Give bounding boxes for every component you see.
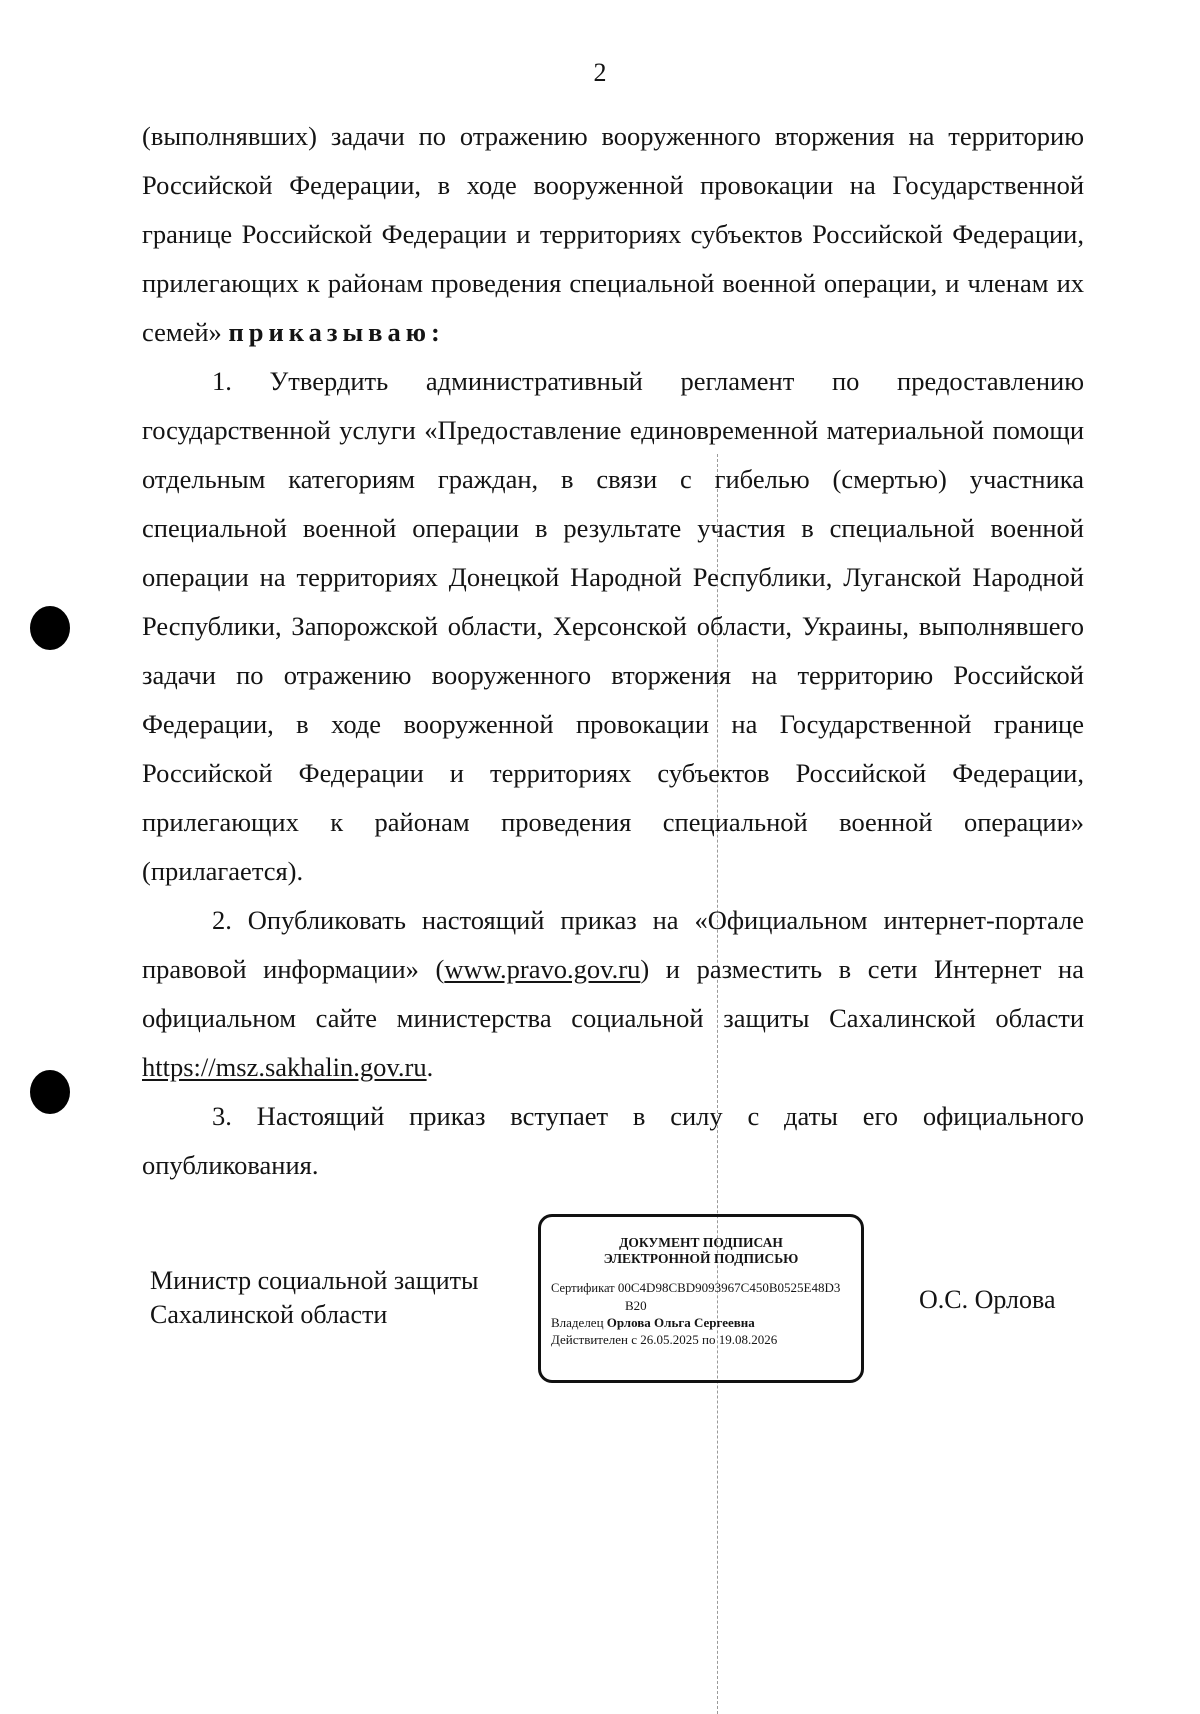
stamp-cert-value: 00C4D98CBD9093967C450B0525E48D3 [617,1280,841,1295]
pravo-link[interactable]: www.pravo.gov.ru [444,954,641,984]
item2-text-b: ) и разместить в сети Интернет на официальном сайте министерства социальной защиты Сахалинской области [142,954,1085,1033]
item2-text-c: . [426,1052,434,1082]
position-line-1: Министр социальной защиты [150,1266,479,1295]
document-body [142,112,1084,1190]
item2-text-a: 2. Опубликовать настоящий приказ на «Официальном интернет-портале правовой информации» ( [142,905,1084,984]
stamp-owner-value: Орлова Ольга Сергеевна [606,1315,755,1330]
stamp-cert-value-cont: B20 [625,1298,647,1313]
signatory-name: О.С. Орлова [919,1285,1056,1314]
intro-paragraph [142,112,1084,357]
stamp-title-line-2: ЭЛЕКТРОННОЙ ПОДПИСЬЮ [603,1251,799,1266]
position-line-2: Сахалинской области [150,1300,388,1329]
stamp-certificate [551,1279,851,1297]
punch-hole-mark [30,1070,70,1114]
order-keyword: приказываю: [228,317,445,347]
signatory-position [150,1264,478,1332]
punch-hole-mark [30,606,70,650]
order-item-1: 1. Утвердить административный регламент по предоставлению государственной услуги «Предоставление единовременной материальной помощи отдельным категориям граждан, в связи с гибелью (смертью) участника специальной военной операции в результате участия в специальной военной операции на территориях Донецкой Народной Республики, Луганской Народной Республики, Запорожской области, Херсонской области, Украины, выполнявшего задачи по отражению вооруженного вторжения на территорию Российской Федерации, в ходе вооруженной провокации на Государственной границе Российской Федерации и территориях субъектов Российской Федерации, прилегающих к районам проведения специальной военной операции» (прилагается). [142,366,1084,886]
stamp-cert-label: Сертификат [551,1281,615,1295]
msz-link[interactable]: https://msz.sakhalin.gov.ru [142,1052,427,1082]
stamp-owner-label: Владелец [551,1315,604,1330]
order-item-3: 3. Настоящий приказ вступает в силу с даты его официального опубликования. [142,1101,1084,1180]
stamp-validity: Действителен с 26.05.2025 по 19.08.2026 [551,1332,778,1347]
order-item-2 [142,896,1084,1092]
electronic-signature-stamp [538,1214,864,1383]
stamp-title-line-1: ДОКУМЕНТ ПОДПИСАН [619,1235,783,1250]
intro-text: (выполнявших) задачи по отражению вооруженного вторжения на территорию Российской Федерации, в ходе вооруженной провокации на Государственной границе Российской Федерации и территориях субъектов Российской Федерации, прилегающих к районам проведения специальной военной операции, и членам их семей» [142,121,1084,347]
stamp-owner [551,1314,851,1331]
page-number: 2 [593,58,607,87]
